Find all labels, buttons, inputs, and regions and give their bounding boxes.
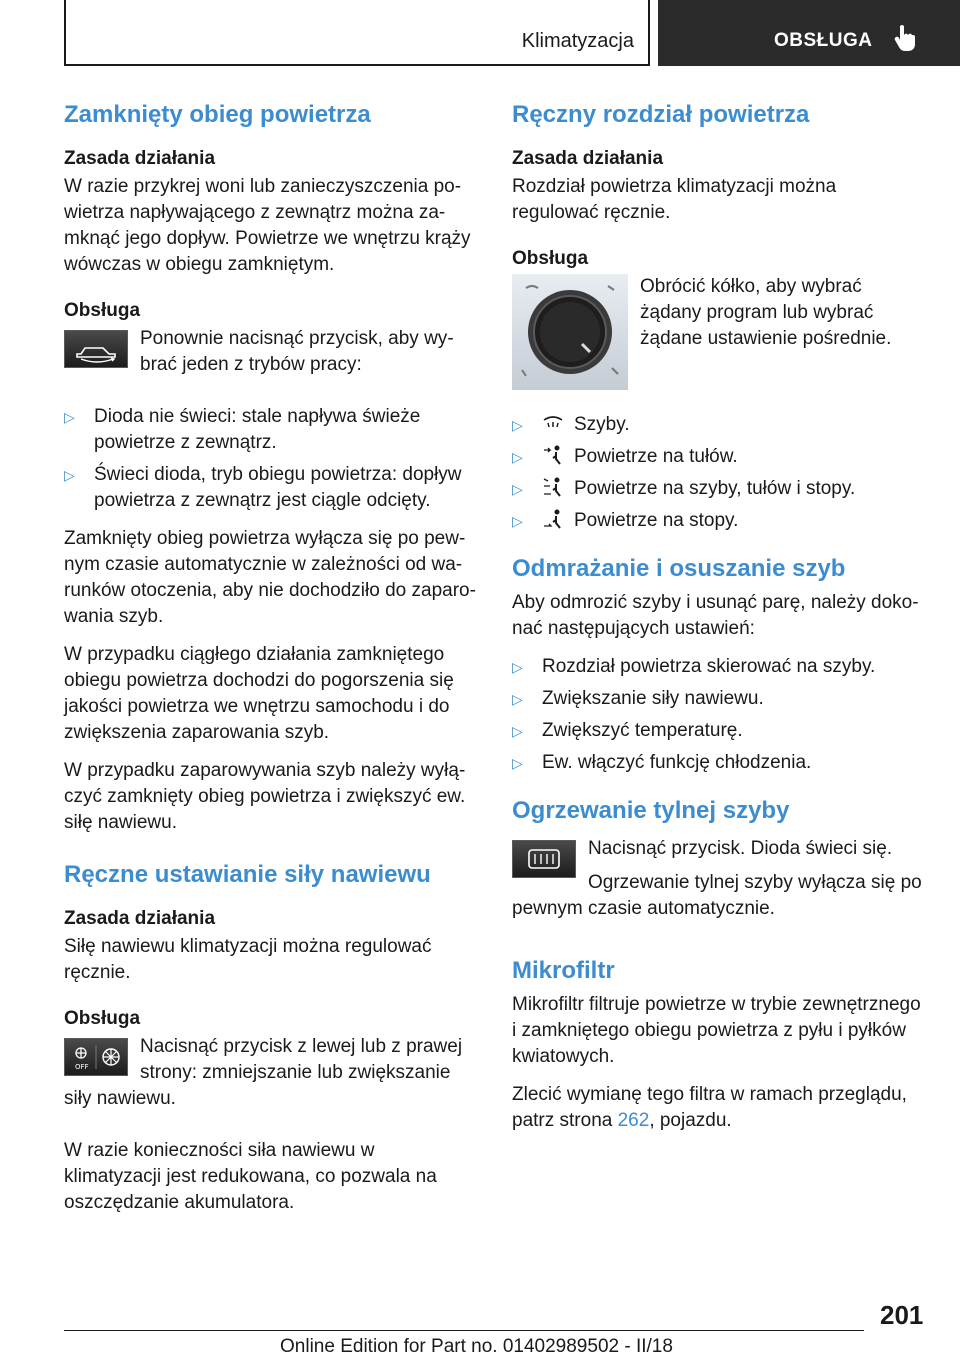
paragraph: Aby odmrozić szyby i usunąć parę, należy dokonać następujących ustawień: [512, 592, 919, 639]
section-title-recirculation: Zamknięty obieg powietrza [64, 101, 371, 128]
paragraph: Rozdział powietrza klimatyzacji można regulować ręcznie. [512, 176, 837, 223]
subheading-principle: Zasada działania [512, 148, 664, 169]
left-column [64, 100, 476, 1228]
section-title-defrost: Odmrażanie i osuszanie szyb [512, 555, 846, 582]
paragraph: W razie przykrej woni lub zanieczyszczenia powietrza napływającego z zewnątrz można zamknąć jego dopływ. Powietrze we wnętrzu krąży wówczas w obiegu zamkniętym. [64, 176, 471, 275]
right-column [512, 100, 926, 1146]
section-title-air-distribution: Ręczny rozdział powietrza [512, 101, 810, 128]
page-number: 201 [880, 1300, 924, 1330]
header-section-box [64, 0, 650, 66]
header-chapter-title: OBSŁUGA [774, 30, 873, 51]
paragraph: Nacisnąć przycisk z lewej lub z prawej strony: zmniejszanie lub zwiększanie siły nawiewu. [64, 1036, 463, 1109]
triangle-bullet-icon: ▷ [512, 481, 523, 497]
air-to-windshield-body-feet-icon [542, 478, 574, 499]
subheading-principle: Zasada działania [64, 908, 216, 929]
paragraph: Ogrzewanie tylnej szyby wyłącza się po pewnym czasie automatycznie. [512, 872, 922, 919]
air-mode-list [512, 412, 926, 534]
triangle-bullet-icon: ▷ [512, 513, 523, 529]
page-reference-link[interactable]: 262 [617, 1110, 650, 1131]
list-item: ▷ Zwiększyć temperaturę. [512, 718, 926, 744]
paragraph: Mikrofiltr filtruje powietrze w trybie zewnętrznego i zamkniętego obiegu powietrza z pyłu i pyłków kwiatowych. [512, 994, 921, 1067]
subheading-principle: Zasada działania [64, 148, 216, 169]
pointing-hand-icon [894, 24, 916, 52]
list-item: ▷ Rozdział powietrza skierować na szyby. [512, 654, 926, 680]
section-title-microfilter: Mikrofiltr [512, 957, 615, 984]
subheading-operation: Obsługa [64, 1008, 141, 1029]
triangle-bullet-icon: ▷ [512, 691, 523, 707]
triangle-bullet-icon: ▷ [64, 467, 75, 483]
list-item: ▷ Ew. włączyć funkcję chłodzenia. [512, 750, 926, 776]
paragraph: Zamknięty obieg powietrza wyłącza się po pewnym czasie automatycznie w zależności od warunków otoczenia, aby nie dochodziło do zaparowania szyb. [64, 528, 476, 627]
triangle-bullet-icon: ▷ [512, 449, 523, 465]
paragraph: W przypadku zaparowywania szyb należy wyłączyć zamknięty obieg powietrza i zwiększyć ew. siłę nawiewu. [64, 760, 466, 833]
rear-defrost-button-icon [512, 840, 576, 878]
paragraph: W przypadku ciągłego działania zamkniętego obiegu powietrza dochodzi do pogorszenia się jakości powietrza we wnętrzu samochodu i do zwiększenia zaparowania szyb. [64, 644, 454, 743]
list-item: ▷ Świeci dioda, tryb obiegu powietrza: dopływ powietrza z zewnątrz jest ciągle odcięty. [64, 464, 462, 511]
list-item: ▷ Dioda nie świeci: stale napływa świeże powietrze z zewnątrz. [64, 406, 421, 453]
operation-block [64, 1034, 476, 1124]
footer-divider [64, 1330, 864, 1331]
triangle-bullet-icon: ▷ [512, 417, 523, 433]
footer-edition: Online Edition for Part no. 01402989502 - II/18 [280, 1336, 673, 1357]
paragraph: Zlecić wymianę tego filtra w ramach przeglądu, patrz strona 262, pojazdu. [512, 1084, 907, 1131]
list-item: ▷ Szyby. [512, 412, 926, 438]
svg-text:OFF: OFF [75, 1063, 89, 1071]
triangle-bullet-icon: ▷ [512, 723, 523, 739]
fan-button-icon [64, 1038, 128, 1076]
subheading-operation: Obsługa [64, 300, 141, 321]
triangle-bullet-icon: ▷ [512, 659, 523, 675]
operation-block [64, 326, 476, 390]
list-item: ▷ Powietrze na stopy. [512, 508, 926, 534]
header-section-title: Klimatyzacja [521, 30, 634, 52]
triangle-bullet-icon: ▷ [512, 755, 523, 771]
header-chapter-tab [658, 0, 960, 66]
list-item: ▷ Powietrze na szyby, tułów i stopy. [512, 476, 926, 502]
air-to-upper-body-icon [542, 446, 574, 467]
paragraph: Nacisnąć przycisk. Dioda świeci się. [588, 838, 893, 859]
paragraph: Ponownie nacisnąć przycisk, aby wybrać jeden z trybów pracy: [140, 328, 454, 375]
paragraph: Obrócić kółko, aby wybrać żądany program lub wybrać żądane ustawienie pośrednie. [640, 276, 892, 349]
rear-heating-block [512, 836, 926, 934]
list-item: ▷ Zwiększanie siły nawiewu. [512, 686, 926, 712]
windshield-icon [542, 414, 574, 435]
paragraph: W razie konieczności siła nawiewu w klimatyzacji jest redukowana, co pozwala na oszczędzanie akumulatora. [64, 1140, 437, 1213]
section-title-rear-window-heating: Ogrzewanie tylnej szyby [512, 797, 790, 824]
air-distribution-dial-icon [512, 274, 628, 390]
air-to-feet-icon [542, 510, 574, 531]
defrost-steps-list [512, 654, 926, 776]
operation-block [512, 274, 926, 398]
mode-list [64, 404, 476, 514]
section-title-fan-speed: Ręczne ustawianie siły nawiewu [64, 861, 431, 888]
paragraph: Siłę nawiewu klimatyzacji można regulować ręcznie. [64, 936, 432, 983]
triangle-bullet-icon: ▷ [64, 409, 75, 425]
list-item: ▷ Powietrze na tułów. [512, 444, 926, 470]
subheading-operation: Obsługa [512, 248, 589, 269]
recirculation-button-icon [64, 330, 128, 368]
